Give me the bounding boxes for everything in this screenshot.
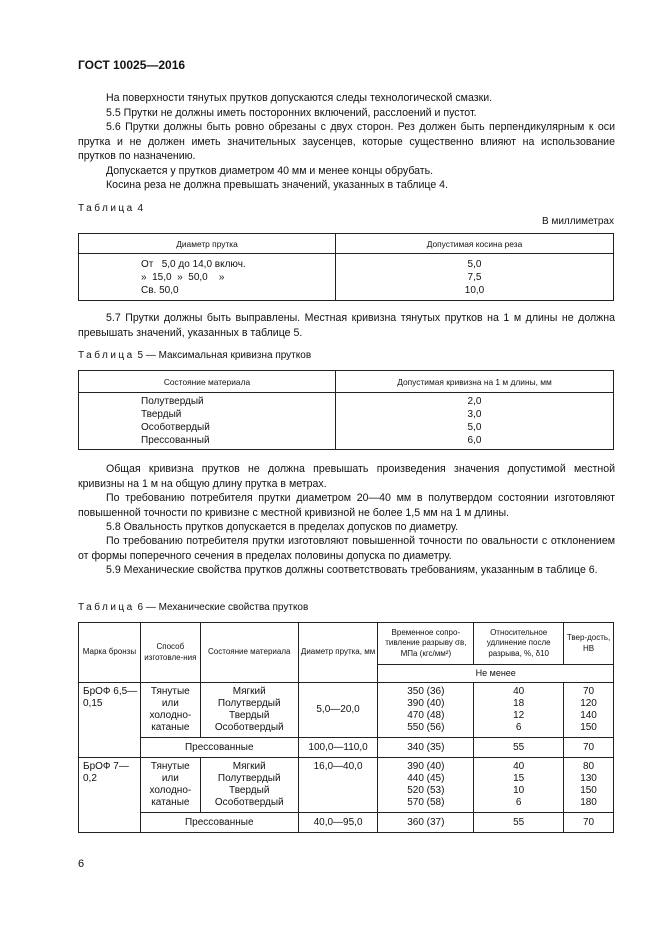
table6-diameter-1: 5,0—20,0 bbox=[298, 683, 378, 738]
table6-header-diameter: Диаметр прутка, мм bbox=[298, 623, 378, 683]
page-number: 6 bbox=[78, 858, 85, 870]
table6-method-1: Тянутые или холодно-катаные bbox=[140, 683, 200, 738]
table6-states-2: Мягкий Полутвердый Твердый Особотвердый bbox=[200, 758, 298, 813]
table6-hardness-2: 80 130 150 180 bbox=[564, 758, 614, 813]
table6-pressed-elongation-1: 55 bbox=[474, 738, 564, 758]
table6-states-1: Мягкий Полутвердый Твердый Особотвердый bbox=[200, 683, 298, 738]
paragraph-ovality: По требованию потребителя прутки изготовляют повышенной точности по овальности с отклонением от формы поперечного сечения в пределах половины допуска по диаметру. bbox=[78, 535, 615, 562]
table6-pressed-tensile-2: 360 (37) bbox=[378, 813, 474, 833]
table-4 bbox=[78, 233, 614, 301]
table6-pressed-tensile-1: 340 (35) bbox=[378, 738, 474, 758]
paragraph-chopping: Допускается у прутков диаметром 40 мм и менее концы обрубать. bbox=[106, 165, 434, 177]
table6-tensile-1: 350 (36) 390 (40) 470 (48) 550 (56) bbox=[378, 683, 474, 738]
paragraph-5-9: 5.9 Механические свойства прутков должны соответствовать требованиям, указанным в таблице 6. bbox=[106, 564, 598, 576]
document-header: ГОСТ 10025—2016 bbox=[78, 58, 186, 72]
table6-row-pressed-2 bbox=[79, 813, 614, 833]
table6-pressed-hardness-2: 70 bbox=[564, 813, 614, 833]
table6-header-grade: Марка бронзы bbox=[79, 623, 141, 683]
table4-values: 5,0 7,5 10,0 bbox=[336, 254, 614, 301]
table6-caption: Таблица 6 — Механические свойства прутков bbox=[78, 602, 309, 613]
paragraph-5-6: 5.6 Прутки должны быть ровно обрезаны с двух сторон. Рез должен быть перпендикулярным к оси прутка и не должен иметь значительных заусенцев, которые существенно влияют на использование прутков по назначению. bbox=[78, 121, 615, 163]
table4-header-diameter: Диаметр прутка bbox=[79, 234, 336, 254]
table6-header-method: Способ изготовле-ния bbox=[140, 623, 200, 683]
table6-header-tensile: Временное сопро-тивление разрыву σв, МПа (кгс/мм²) bbox=[378, 623, 474, 665]
table-5 bbox=[78, 370, 614, 450]
table6-header-state: Состояние материала bbox=[200, 623, 298, 683]
table6-method-2: Тянутые или холодно-катаные bbox=[140, 758, 200, 813]
table6-pressed-elongation-2: 55 bbox=[474, 813, 564, 833]
table6-header-not-less: Не менее bbox=[378, 665, 614, 683]
table6-pressed-diameter-1: 100,0—110,0 bbox=[298, 738, 378, 758]
table-6 bbox=[78, 622, 614, 833]
paragraph-total-curvature: Общая кривизна прутков не должна превышать произведения значения допустимой местной кривизны на 1 м на общую длину прутка в метрах. bbox=[78, 463, 615, 490]
table6-grade-1: БрОФ 6,5—0,15 bbox=[79, 683, 141, 758]
table6-pressed-label-2: Прессованные bbox=[140, 813, 298, 833]
table6-hardness-1: 70 120 140 150 bbox=[564, 683, 614, 738]
paragraph-5-7: 5.7 Прутки должны быть выправлены. Местная кривизна тянутых прутков на 1 м длины не должна превышать значений, указанных в таблице 5. bbox=[78, 312, 615, 339]
table5-header-state: Состояние материала bbox=[79, 371, 336, 393]
table4-header-bevel: Допустимая косина реза bbox=[336, 234, 614, 254]
table6-row-group1 bbox=[79, 683, 614, 738]
table6-row-group2 bbox=[79, 758, 614, 813]
table4-diameters: От 5,0 до 14,0 включ. » 15,0 » 50,0 » Св. 50,0 bbox=[79, 254, 336, 301]
table4-unit: В миллиметрах bbox=[542, 216, 614, 227]
table6-elongation-1: 40 18 12 6 bbox=[474, 683, 564, 738]
table6-diameter-2: 16,0—40,0 bbox=[298, 758, 378, 813]
table6-elongation-2: 40 15 10 6 bbox=[474, 758, 564, 813]
table6-pressed-hardness-1: 70 bbox=[564, 738, 614, 758]
table6-header-hardness: Твер-дость, НВ bbox=[564, 623, 614, 665]
paragraph-5-8: 5.8 Овальность прутков допускается в пределах допусков по диаметру. bbox=[106, 521, 459, 533]
table6-row-pressed-1 bbox=[79, 738, 614, 758]
table6-pressed-label-1: Прессованные bbox=[140, 738, 298, 758]
paragraph-bevel: Косина реза не должна превышать значений, указанных в таблице 4. bbox=[106, 179, 449, 191]
table4-caption: Таблица 4 bbox=[78, 203, 144, 214]
table6-pressed-diameter-2: 40,0—95,0 bbox=[298, 813, 378, 833]
table6-tensile-2: 390 (40) 440 (45) 520 (53) 570 (58) bbox=[378, 758, 474, 813]
table5-header-curvature: Допустимая кривизна на 1 м длины, мм bbox=[336, 371, 614, 393]
table6-grade-2: БрОФ 7—0,2 bbox=[79, 758, 141, 833]
paragraph-increased-precision: По требованию потребителя прутки диаметром 20—40 мм в полутвердом состоянии изготовляют повышенной точности по кривизне с местной кривизной не более 1,5 мм на 1 м длины. bbox=[78, 492, 615, 519]
paragraph-lubrication: На поверхности тянутых прутков допускаются следы технологической смазки. bbox=[106, 92, 493, 104]
table5-states: Полутвердый Твердый Особотвердый Прессованный bbox=[79, 393, 336, 450]
table5-values: 2,0 3,0 5,0 6,0 bbox=[336, 393, 614, 450]
table6-header-elongation: Относительное удлинение после разрыва, %, δ10 bbox=[474, 623, 564, 665]
paragraph-5-5: 5.5 Прутки не должны иметь посторонних включений, расслоений и пустот. bbox=[106, 107, 477, 119]
table5-caption: Таблица 5 — Максимальная кривизна прутков bbox=[78, 350, 312, 361]
